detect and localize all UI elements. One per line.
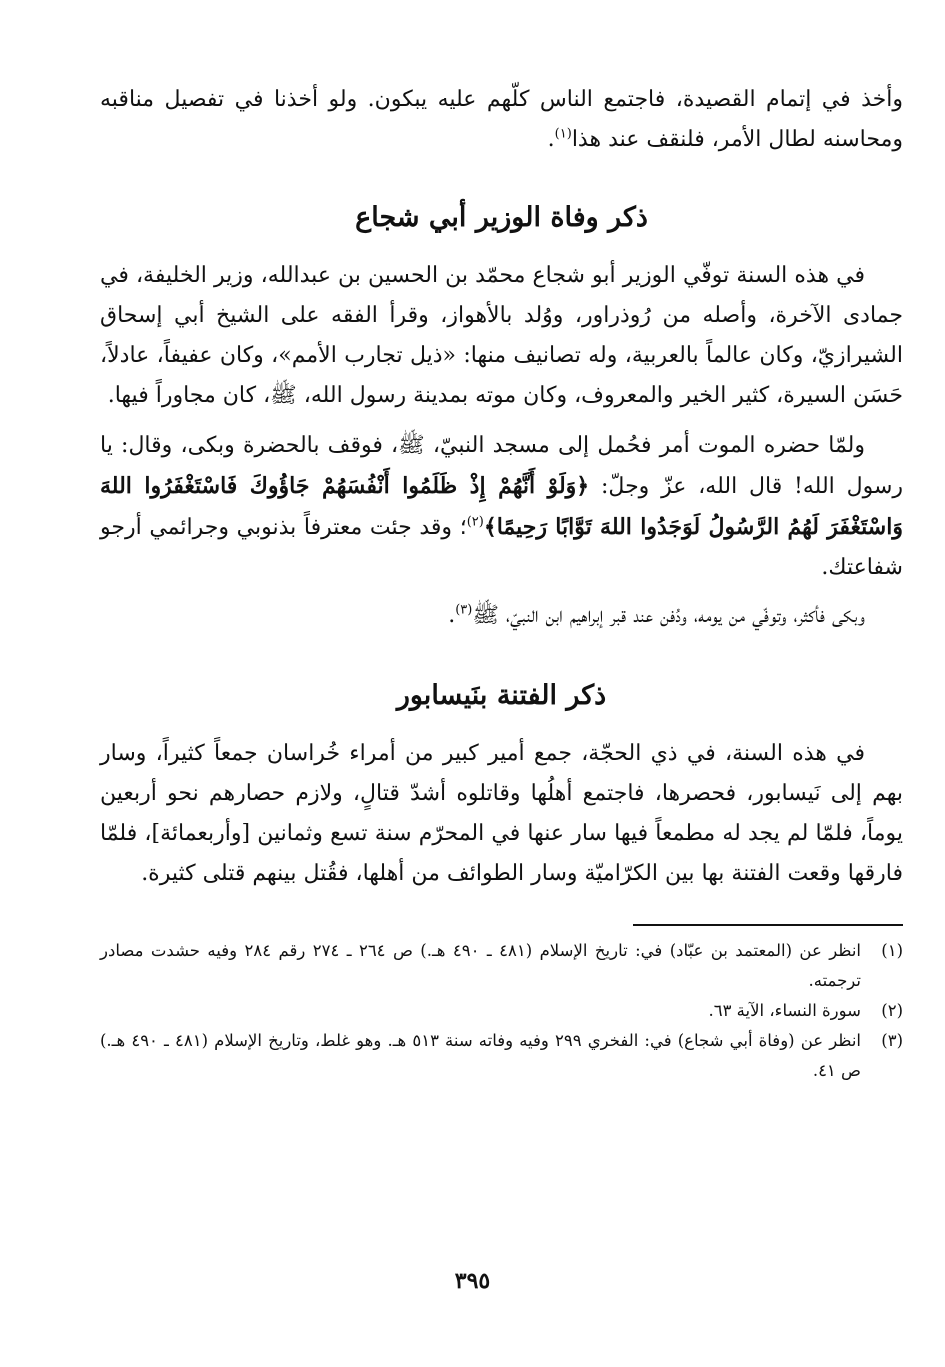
footnote-number: (١) <box>881 941 903 960</box>
vizier-burial-text: وبكى فأكثر، وتوفّي من يومه، ودُفن عند قبر إبراهيم ابن النبيّ، ﷺ <box>472 603 865 628</box>
spacer <box>100 416 903 426</box>
footnote-item <box>100 996 903 1026</box>
footnote-ref-3: (٣) <box>455 602 473 618</box>
vizier-death-paragraph <box>100 426 903 588</box>
footnote-ref-1: (١) <box>554 126 572 142</box>
footnote-number: (٣) <box>881 1031 903 1050</box>
footnote-ref-2: (٢) <box>466 514 484 530</box>
section-heading-vizier-death: ذكر وفاة الوزير أبي شجاع <box>355 202 648 233</box>
footnote-item <box>100 1026 903 1086</box>
vizier-burial-tail: . <box>448 603 456 628</box>
vizier-biography-paragraph: في هذه السنة توفّي الوزير أبو شجاع محمّد بن الحسين بن عبدالله، وزير الخليفة، في جمادى الآخرة، وأصله من رُوذراور، ووُلد بالأهواز، وقرأ الفقه على الشيخ أبي إسحاق الشيرازيّ، وكان عالماً بالعربية، وله تصانيف منها: «ذيل تجارب الأمم»، وكان عفيفاً، عادلاً، حَسَن السيرة، كثير الخير والمعروف، وكان موته بمدينة رسول الله، ﷺ، كان مجاوراً فيها. <box>100 263 903 408</box>
spacer <box>100 716 903 734</box>
spacer <box>100 636 903 676</box>
footnote-separator <box>633 924 903 926</box>
continuation-text: وأخذ في إتمام القصيدة، فاجتمع الناس كلّهم عليه يبكون. ولو أخذنا في تفصيل مناقبه ومحاسنه لطال الأمر، فلنقف عند هذا <box>100 87 903 152</box>
continuation-tail: . <box>547 127 555 152</box>
vizier-burial-paragraph <box>100 596 903 636</box>
section-heading-nishapur: ذكر الفتنة بنَيسابور <box>396 680 607 711</box>
spacer <box>100 160 903 198</box>
footnote-text: سورة النساء، الآية ٦٣. <box>708 1001 861 1020</box>
footnote-number: (٢) <box>881 1001 903 1020</box>
nishapur-paragraph: في هذه السنة، في ذي الحجّة، جمع أمير كبير من أمراء خُراسان جمعاً كثيراً، وسار بهم إلى نَيسابور، فحصرها، فاجتمع أهلُها وقاتلوه أشدّ قتالٍ، ولازم حصارهم نحو أربعين يوماً، فلمّا لم يجد له مطمعاً فيها سار عنها في المحرّم سنة تسع وثمانين [وأربعمائة]، فلمّا فارقها وقعت الفتنة بها بين الكرّاميّة وسار الطوائف من أهلها، فقُتل بينهم قتلى كثيرة. <box>100 741 903 886</box>
spacer <box>100 588 903 596</box>
continuation-paragraph <box>100 80 903 160</box>
page-number: ٣٩٥ <box>454 1268 491 1294</box>
vizier-death-text-end: ؛ وقد جئت معترفاً بذنوبي وجرائمي أرجو شفاعتك. <box>100 515 903 580</box>
footnotes <box>100 936 903 1086</box>
footnote-text: انظر عن (المعتمد بن عبّاد) في: تاريخ الإسلام (٤٨١ ـ ٤٩٠ هـ.) ص ٢٦٤ ـ ٢٧٤ رقم ٢٨٤ وفيه حشدت مصادر ترجمته. <box>100 941 862 990</box>
vizier-death-text: ولمّا حضره الموت أمر فحُمل إلى مسجد النبيّ، ﷺ، فوقف بالحضرة وبكى، وقال: يا رسول الله! قال الله، عزّ وجلّ: <box>100 433 904 499</box>
footnote-item <box>100 936 903 996</box>
quran-verse: ﴿وَلَوْ أَنَّهُمْ إِذْ ظَلَمُوا أَنْفُسَهُمْ جَاؤُوكَ فَاسْتَغْفَرُوا اللهَ وَاسْتَغْفَرَ لَهُمُ الرَّسُولُ لَوَجَدُوا اللهَ تَوَّابًا رَحِيمًا﴾ <box>100 473 903 540</box>
spacer <box>100 238 903 256</box>
footnote-text: انظر عن (وفاة أبي شجاع) في: الفخري ٢٩٩ وفيه وفاته سنة ٥١٣ هـ. وهو غلط، وتاريخ الإسلام (٤٨١ ـ ٤٩٠ هـ.) ص ٤١. <box>100 1031 862 1080</box>
